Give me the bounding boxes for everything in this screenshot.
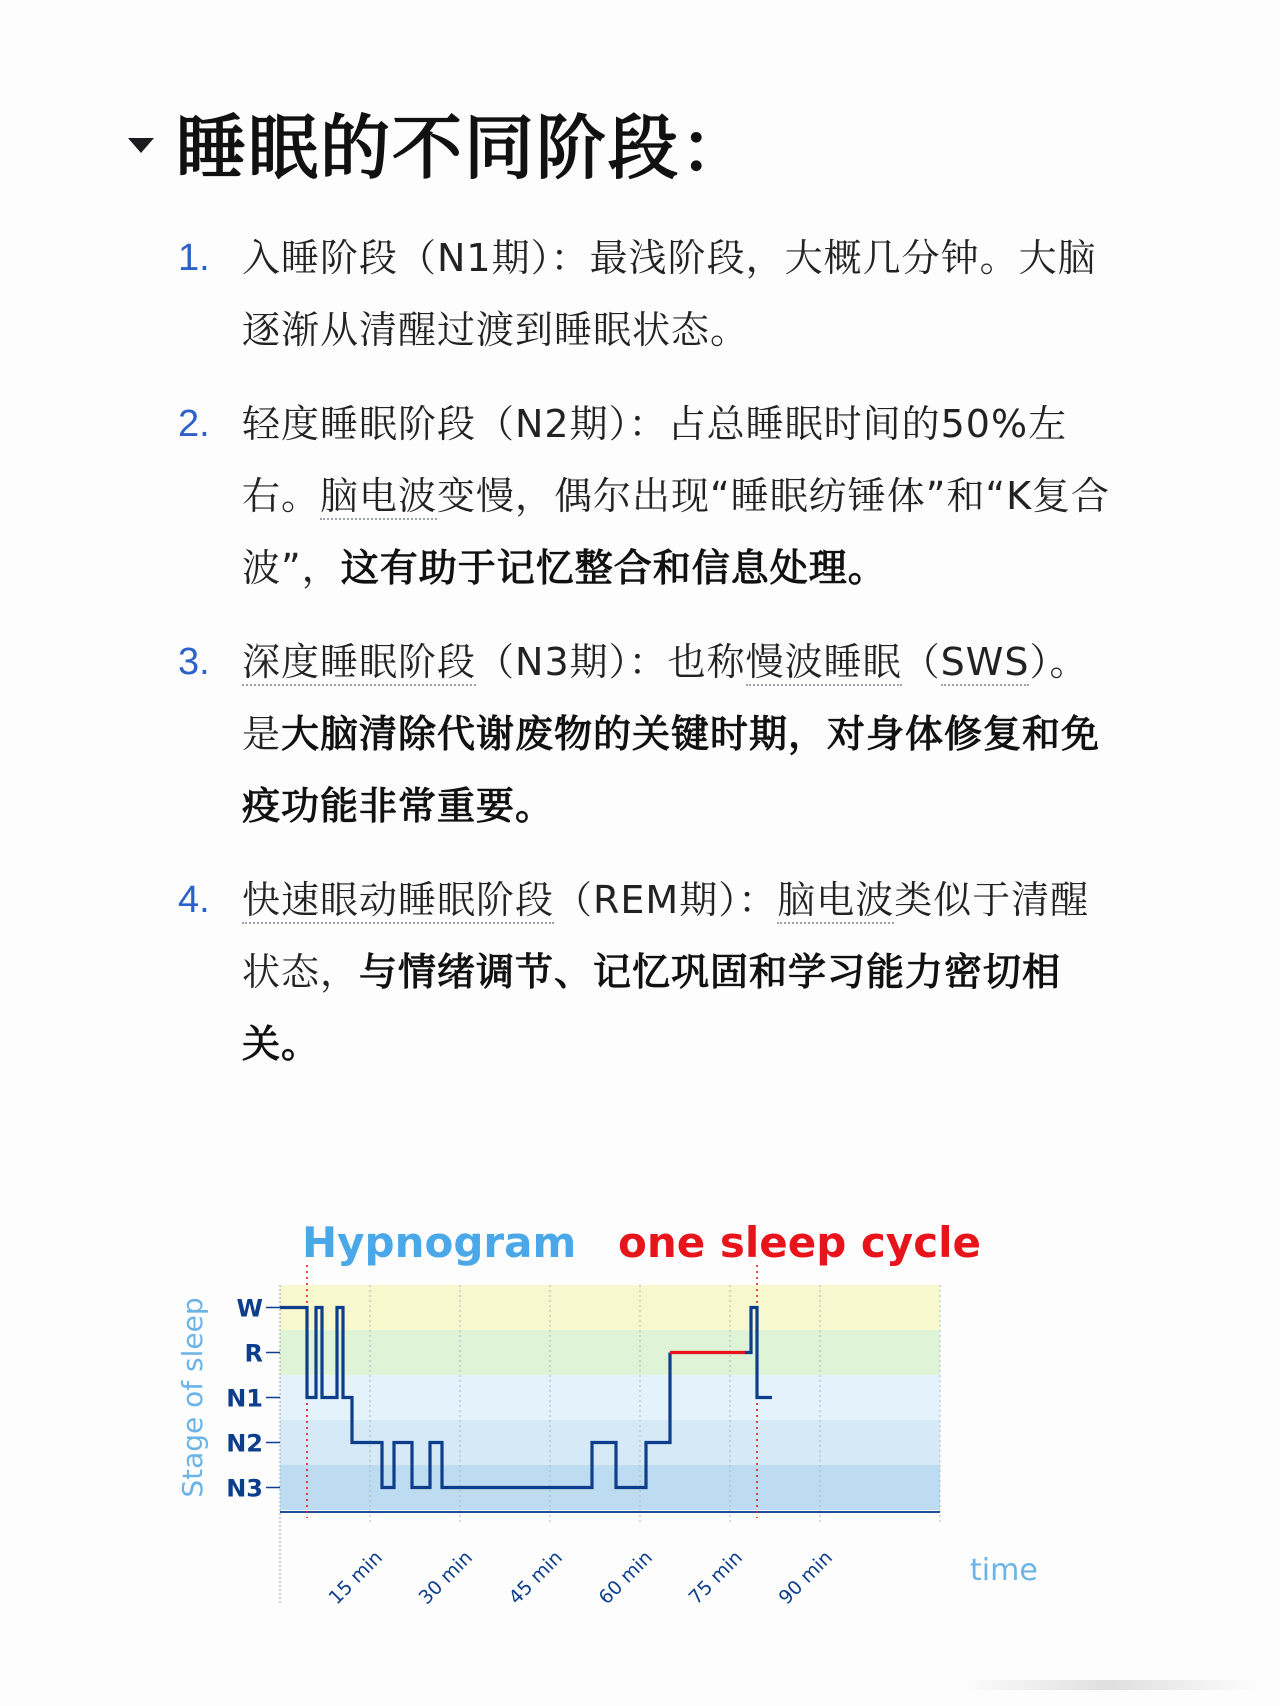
stage-text-segment: 类似于清醒状态，: [242, 878, 1090, 994]
stage-item: [178, 222, 1118, 366]
stage-band: [280, 1465, 940, 1510]
stage-band: [280, 1375, 940, 1420]
stage-text-segment: （N3期）：也称: [476, 640, 746, 684]
glossary-link[interactable]: SWS: [940, 640, 1030, 684]
stage-text-segment: 与情绪调节、记忆巩固和学习能力密切相关。: [242, 950, 1062, 1066]
x-tick-label: 90 min: [774, 1546, 837, 1609]
glossary-link[interactable]: 脑电波: [777, 878, 895, 922]
glossary-link[interactable]: 慢波睡眠: [745, 640, 902, 684]
stage-item: [178, 388, 1118, 604]
x-tick-label: 60 min: [594, 1546, 657, 1609]
page-title: 睡眠的不同阶段：: [176, 107, 752, 189]
stage-number: 4.: [178, 879, 210, 921]
stage-text-segment: 这有助于记忆整合和信息处理。: [340, 546, 887, 590]
x-axis-label: time: [970, 1553, 1038, 1588]
hypnogram-chart: [176, 1200, 1110, 1670]
x-tick-label: 45 min: [504, 1546, 567, 1609]
stage-item: [178, 864, 1118, 1080]
glossary-link[interactable]: 脑电波: [320, 474, 438, 518]
y-tick-label: W: [236, 1294, 263, 1323]
stage-list: [178, 222, 1118, 1102]
x-tick-label: 75 min: [684, 1546, 747, 1609]
y-tick-label: N2: [226, 1429, 263, 1458]
y-tick-label: N3: [226, 1474, 263, 1503]
stage-text-segment: （REM期）：: [554, 878, 778, 922]
x-tick-label: 15 min: [324, 1546, 387, 1609]
y-tick-label: N1: [226, 1384, 263, 1413]
stage-number: 2.: [178, 403, 210, 445]
stage-number: 1.: [178, 237, 210, 279]
stage-text: [242, 388, 1118, 604]
chart-title: Hypnogram: [302, 1218, 577, 1267]
section-heading: [128, 92, 752, 193]
stage-text-segment: 轻度睡眠阶段（N2期）：占总睡眠时间的50%左右。: [242, 402, 1068, 518]
stage-item: [178, 626, 1118, 842]
y-tick-label: R: [244, 1339, 263, 1368]
stage-text: [242, 626, 1118, 842]
stage-text-segment: 入睡阶段（N1期）：最浅阶段，大概几分钟。大脑逐渐从清醒过渡到睡眠状态。: [242, 236, 1097, 352]
stage-text: [242, 222, 1118, 366]
x-tick-label: 30 min: [414, 1546, 477, 1609]
y-axis-label: Stage of sleep: [176, 1297, 209, 1498]
stage-text-segment: 大脑清除代谢废物的关键时期，对身体修复和免疫功能非常重要。: [242, 712, 1101, 828]
watermark-bar: [960, 1680, 1260, 1690]
stage-text-segment: （: [901, 640, 941, 684]
stage-text-segment: 变慢，偶尔出现“睡眠纺锤体”和“K复合波”，: [242, 474, 1111, 590]
glossary-link[interactable]: 快速眼动睡眠阶段: [242, 878, 555, 922]
collapse-caret-icon[interactable]: [128, 138, 154, 153]
stage-band: [280, 1330, 940, 1375]
chart-subtitle: one sleep cycle: [618, 1218, 981, 1267]
stage-text: [242, 864, 1118, 1080]
stage-band: [280, 1285, 940, 1330]
stage-text-segment: ）。是: [242, 640, 1089, 756]
stage-number: 3.: [178, 641, 210, 683]
glossary-link[interactable]: 深度睡眠阶段: [242, 640, 477, 684]
hypnogram-figure: [176, 1200, 1110, 1670]
